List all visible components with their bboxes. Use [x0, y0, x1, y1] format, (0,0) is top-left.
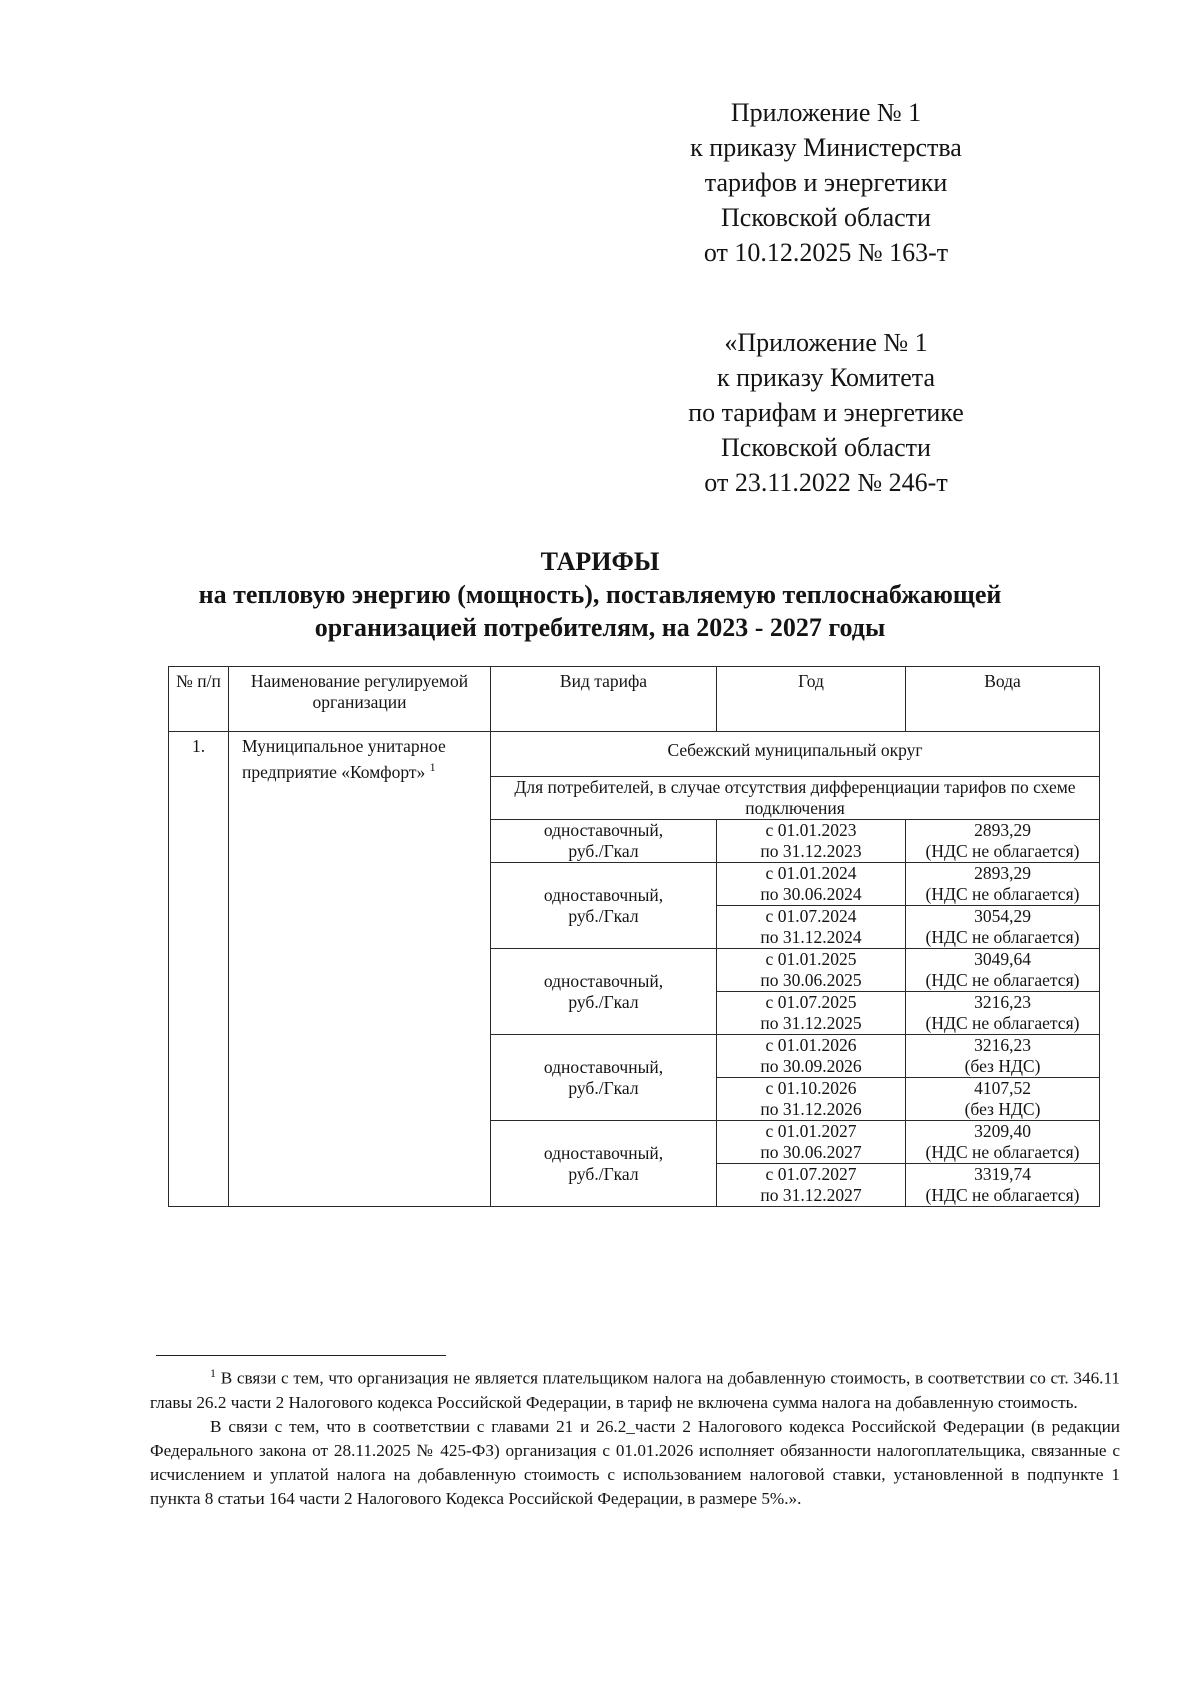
tariff-kind-cell: [491, 820, 717, 863]
period-cell: [717, 863, 906, 906]
header-year: Год: [717, 667, 906, 732]
vat-note: (НДС не облагается): [925, 884, 1080, 904]
table-header-row: [169, 667, 1100, 732]
period-from: с 01.10.2026: [765, 1078, 857, 1098]
footnote-marker: 1: [210, 1366, 216, 1380]
title-subheading: на тепловую энергию (мощность), поставляемую теплоснабжающей: [198, 580, 1002, 609]
period-cell: [717, 949, 906, 992]
footnote-paragraph: [150, 1361, 1120, 1415]
vat-note: (НДС не облагается): [925, 1142, 1080, 1162]
header-kind: Вид тарифа: [491, 667, 717, 732]
tariff-value: 3216,23: [974, 992, 1031, 1012]
appendix-previous-line: от 23.11.2022 № 246-т: [704, 468, 948, 497]
tariff-value: 3209,40: [974, 1121, 1031, 1141]
appendix-current-line: тарифов и энергетики: [704, 168, 948, 197]
vat-note: (НДС не облагается): [925, 970, 1080, 990]
organization-cell: [229, 732, 491, 1207]
tariff-value-cell: [906, 863, 1100, 906]
period-to: по 31.12.2025: [760, 1013, 862, 1033]
period-cell: [717, 992, 906, 1035]
consumer-note-cell: [491, 777, 1100, 820]
document-title: [100, 545, 1100, 644]
period-to: по 30.06.2027: [760, 1142, 862, 1162]
tariff-value-cell: [906, 1035, 1100, 1078]
tariff-value-cell: [906, 949, 1100, 992]
tariff-value-cell: [906, 1078, 1100, 1121]
tariff-value-cell: [906, 1121, 1100, 1164]
tariff-value: 2893,29: [974, 863, 1031, 883]
region-cell: [491, 732, 1100, 777]
period-cell: [717, 1078, 906, 1121]
tariff-kind: одноставочный,: [543, 1142, 664, 1163]
vat-note: (без НДС): [964, 1099, 1041, 1119]
tariff-unit: руб./Гкал: [568, 991, 639, 1012]
tariff-kind: одноставочный,: [543, 884, 664, 905]
period-from: с 01.01.2024: [765, 863, 857, 883]
period-to: по 30.06.2025: [760, 970, 862, 990]
row-number-cell: [169, 732, 229, 1207]
footnote-paragraph: [150, 1415, 1120, 1511]
appendix-current-line: Приложение № 1: [730, 98, 922, 127]
period-cell: [717, 1121, 906, 1164]
organization-name: Муниципальное унитарное предприятие «Комфорт»: [242, 736, 446, 782]
footnote-divider: [156, 1355, 446, 1356]
appendix-current-line: Псковской области: [721, 203, 931, 232]
period-from: с 01.01.2023: [765, 820, 857, 840]
period-from: с 01.07.2024: [765, 906, 857, 926]
period-cell: [717, 820, 906, 863]
title-subheading: организацией потребителям, на 2023 - 2027 годы: [314, 613, 886, 642]
period-to: по 30.06.2024: [760, 884, 862, 904]
region-name: Себежский муниципальный округ: [667, 740, 923, 760]
footnotes: [150, 1361, 1120, 1511]
tariff-kind-cell: [491, 949, 717, 1035]
tariff-value: 3054,29: [974, 906, 1031, 926]
vat-note: (без НДС): [964, 1056, 1041, 1076]
header-org: Наименование регулируемой организации: [229, 667, 491, 732]
tariff-value: 3216,23: [974, 1035, 1031, 1055]
period-from: с 01.01.2025: [765, 949, 857, 969]
period-cell: [717, 906, 906, 949]
tariff-value: 3319,74: [974, 1164, 1031, 1184]
period-to: по 31.12.2026: [760, 1099, 862, 1119]
tariff-unit: руб./Гкал: [568, 1163, 639, 1184]
row-number: 1.: [191, 736, 206, 756]
appendix-previous-line: Псковской области: [721, 433, 931, 462]
tariff-kind-cell: [491, 1035, 717, 1121]
tariff-kind-cell: [491, 863, 717, 949]
tariff-kind: одноставочный,: [543, 970, 664, 991]
period-to: по 31.12.2023: [760, 841, 862, 861]
vat-note: (НДС не облагается): [925, 841, 1080, 861]
vat-note: (НДС не облагается): [925, 1013, 1080, 1033]
appendix-previous-line: к приказу Комитета: [716, 363, 935, 392]
period-from: с 01.01.2026: [765, 1035, 857, 1055]
period-to: по 30.09.2026: [760, 1056, 862, 1076]
period-from: с 01.01.2027: [765, 1121, 857, 1141]
footnote-text: В связи с тем, что в соответствии с главами 21 и 26.2_части 2 Налогового кодекса Российской Федерации (в редакции Федерального закона от 28.11.2025 № 425-ФЗ) организация с 01.01.2026 исполняет обязанности налогоплательщика, связанные с исчислением и уплатой налога на добавленную стоимость с использованием налоговой ставки, установленной в подпункте 1 пункта 8 статьи 164 части 2 Налогового Кодекса Российской Федерации, в размере 5%.».: [150, 1416, 1120, 1508]
period-from: с 01.07.2027: [765, 1164, 857, 1184]
tariff-unit: руб./Гкал: [568, 905, 639, 926]
organization-footnote-marker: 1: [429, 760, 436, 774]
period-to: по 31.12.2027: [760, 1185, 862, 1205]
header-num: № п/п: [169, 667, 229, 732]
tariff-value: 2893,29: [974, 820, 1031, 840]
tariff-kind: одноставочный,: [543, 820, 664, 840]
period-cell: [717, 1164, 906, 1207]
header-water: Вода: [906, 667, 1100, 732]
appendix-current-line: от 10.12.2025 № 163-т: [703, 238, 949, 267]
period-cell: [717, 1035, 906, 1078]
tariff-value-cell: [906, 820, 1100, 863]
tariff-value: 4107,52: [974, 1078, 1031, 1098]
period-to: по 31.12.2024: [760, 927, 862, 947]
period-from: с 01.07.2025: [765, 992, 857, 1012]
tariff-kind-cell: [491, 1121, 717, 1207]
vat-note: (НДС не облагается): [925, 1185, 1080, 1205]
appendix-current-header: [656, 95, 996, 270]
appendix-current-line: к приказу Министерства: [690, 133, 962, 162]
tariff-value-cell: [906, 1164, 1100, 1207]
appendix-previous-line: по тарифам и энергетике: [688, 398, 964, 427]
vat-note: (НДС не облагается): [925, 927, 1080, 947]
consumer-note: Для потребителей, в случае отсутствия дифференциации тарифов по схеме подключения: [514, 777, 1076, 818]
tariff-table: [168, 666, 1100, 1207]
footnote-text: В связи с тем, что организация не является плательщиком налога на добавленную стоимость, в соответствии со ст. 346.11 главы 26.2 части 2 Налогового кодекса Российской Федерации, в тариф не включена сумма налога на добавленную стоимость.: [150, 1368, 1121, 1412]
tariff-value-cell: [906, 992, 1100, 1035]
tariff-kind: одноставочный,: [543, 1056, 664, 1077]
table-row: [169, 732, 1100, 777]
tariff-unit: руб./Гкал: [568, 841, 639, 861]
appendix-previous-header: [656, 325, 996, 500]
tariff-value-cell: [906, 906, 1100, 949]
tariff-unit: руб./Гкал: [568, 1077, 639, 1098]
title-heading: ТАРИФЫ: [540, 547, 660, 576]
tariff-value: 3049,64: [974, 949, 1031, 969]
appendix-previous-line: «Приложение № 1: [724, 328, 928, 357]
